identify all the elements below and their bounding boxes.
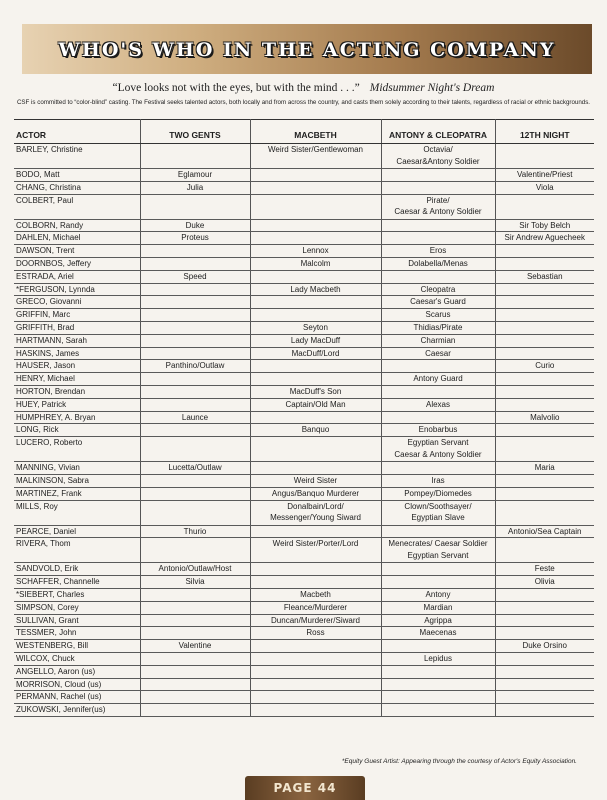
role-cell	[140, 704, 250, 717]
column-header: ANTONY & CLEOPATRA	[381, 120, 495, 144]
role-cell	[381, 538, 495, 563]
role-cell	[495, 144, 594, 169]
actor-cell: DAHLEN, Michael	[14, 232, 140, 245]
actor-cell: BARLEY, Christine	[14, 144, 140, 169]
table-row	[14, 691, 594, 704]
role-cell	[381, 219, 495, 232]
role-cell	[140, 334, 250, 347]
role-cell	[381, 232, 495, 245]
role-line: Octavia/	[423, 145, 453, 154]
role-cell: Eros	[381, 245, 495, 258]
actor-cell: HUMPHREY, A. Bryan	[14, 411, 140, 424]
actor-cell: HASKINS, James	[14, 347, 140, 360]
role-cell	[140, 296, 250, 309]
actor-cell: SIMPSON, Corey	[14, 601, 140, 614]
role-line: Egyptian Servant	[407, 551, 469, 561]
role-cell	[250, 678, 381, 691]
role-cell: Lady Macbeth	[250, 283, 381, 296]
page-number: PAGE 44	[273, 781, 337, 795]
actor-cell: MALKINSON, Sabra	[14, 474, 140, 487]
role-cell	[140, 652, 250, 665]
footnote: *Equity Guest Artist: Appearing through the courtesy of Actor's Equity Association.	[341, 758, 577, 765]
table-row	[14, 704, 594, 717]
actor-cell: LUCERO, Roberto	[14, 437, 140, 462]
role-cell	[495, 194, 594, 219]
role-cell	[495, 424, 594, 437]
role-cell	[381, 385, 495, 398]
role-cell	[381, 169, 495, 182]
role-cell: Iras	[381, 474, 495, 487]
role-cell	[250, 296, 381, 309]
table-row	[14, 437, 594, 462]
table-row	[14, 601, 594, 614]
role-cell	[140, 347, 250, 360]
actor-cell: ANGELLO, Aaron (us)	[14, 665, 140, 678]
role-cell	[140, 474, 250, 487]
table-row	[14, 652, 594, 665]
role-cell	[140, 398, 250, 411]
role-cell: Sebastian	[495, 270, 594, 283]
actor-cell: DOORNBOS, Jeffery	[14, 257, 140, 270]
role-cell	[140, 500, 250, 525]
role-cell	[495, 347, 594, 360]
role-cell: Enobarbus	[381, 424, 495, 437]
quote	[0, 82, 607, 94]
table-row	[14, 270, 594, 283]
role-cell	[250, 525, 381, 538]
role-cell	[381, 665, 495, 678]
role-cell	[140, 487, 250, 500]
role-cell	[495, 309, 594, 322]
role-cell	[250, 691, 381, 704]
actor-cell: ZUKOWSKI, Jennifer(us)	[14, 704, 140, 717]
role-cell: Agrippa	[381, 614, 495, 627]
role-cell: Lucetta/Outlaw	[140, 462, 250, 475]
table-row	[14, 665, 594, 678]
role-cell	[381, 576, 495, 589]
role-cell	[140, 665, 250, 678]
role-cell: Malvolio	[495, 411, 594, 424]
actor-cell: RIVERA, Thom	[14, 538, 140, 563]
table-row	[14, 283, 594, 296]
actor-cell: TESSMER, John	[14, 627, 140, 640]
actor-cell: MANNING, Vivian	[14, 462, 140, 475]
role-cell: Eglamour	[140, 169, 250, 182]
page-title: WHO'S WHO IN THE ACTING COMPANY	[58, 39, 556, 61]
role-cell: Lennox	[250, 245, 381, 258]
role-cell	[495, 296, 594, 309]
role-cell	[381, 500, 495, 525]
role-cell: Valentine	[140, 640, 250, 653]
role-cell	[140, 678, 250, 691]
table-row	[14, 487, 594, 500]
role-cell	[495, 487, 594, 500]
role-cell	[250, 500, 381, 525]
role-line: Caesar & Antony Soldier	[394, 449, 482, 459]
role-cell: Lepidus	[381, 652, 495, 665]
role-cell	[140, 614, 250, 627]
role-cell	[250, 169, 381, 182]
role-cell	[140, 144, 250, 169]
actor-cell: HENRY, Michael	[14, 373, 140, 386]
role-cell	[140, 321, 250, 334]
role-line: Caesar & Antony Soldier	[394, 207, 482, 217]
role-cell: MacDuff/Lord	[250, 347, 381, 360]
role-cell: Cleopatra	[381, 283, 495, 296]
role-cell: Fleance/Murderer	[250, 601, 381, 614]
table-row	[14, 309, 594, 322]
role-cell	[140, 601, 250, 614]
role-cell: Julia	[140, 181, 250, 194]
role-cell	[140, 588, 250, 601]
role-cell	[495, 398, 594, 411]
role-cell: Weird Sister/Gentlewoman	[250, 144, 381, 169]
actor-cell: HAUSER, Jason	[14, 360, 140, 373]
column-header: MACBETH	[250, 120, 381, 144]
role-cell	[250, 360, 381, 373]
table-row	[14, 169, 594, 182]
actor-cell: MORRISON, Cloud (us)	[14, 678, 140, 691]
role-cell: Antonio/Sea Captain	[495, 525, 594, 538]
role-cell: Weird Sister/Porter/Lord	[250, 538, 381, 563]
role-cell	[495, 538, 594, 563]
role-cell	[495, 704, 594, 717]
table-row	[14, 181, 594, 194]
role-cell: Pompey/Diomedes	[381, 487, 495, 500]
actor-cell: *SIEBERT, Charles	[14, 588, 140, 601]
role-cell	[140, 373, 250, 386]
table-row	[14, 245, 594, 258]
role-line: Menecrates/ Caesar Soldier	[388, 539, 488, 549]
table-row	[14, 576, 594, 589]
table-row	[14, 232, 594, 245]
role-cell	[250, 704, 381, 717]
quote-source: Midsummer Night's Dream	[369, 82, 495, 94]
table-row	[14, 347, 594, 360]
role-cell	[495, 627, 594, 640]
role-cell: Viola	[495, 181, 594, 194]
role-cell: Scarus	[381, 309, 495, 322]
role-cell	[250, 652, 381, 665]
table-row	[14, 321, 594, 334]
role-cell	[381, 462, 495, 475]
role-cell: Lady MacDuff	[250, 334, 381, 347]
actor-cell: ESTRADA, Ariel	[14, 270, 140, 283]
role-cell: Mardian	[381, 601, 495, 614]
role-line: Caesar&Antony Soldier	[396, 156, 480, 166]
role-cell: Weird Sister	[250, 474, 381, 487]
role-cell	[495, 691, 594, 704]
role-cell: Malcolm	[250, 257, 381, 270]
role-cell: Duncan/Murderer/Siward	[250, 614, 381, 627]
role-cell: Antonio/Outlaw/Host	[140, 563, 250, 576]
role-cell	[140, 437, 250, 462]
table-row	[14, 525, 594, 538]
actor-cell: DAWSON, Trent	[14, 245, 140, 258]
role-cell	[381, 678, 495, 691]
actor-cell: SANDVOLD, Erik	[14, 563, 140, 576]
role-cell: Ross	[250, 627, 381, 640]
role-cell	[381, 270, 495, 283]
role-cell	[250, 309, 381, 322]
role-cell	[381, 525, 495, 538]
table-row	[14, 360, 594, 373]
role-cell	[140, 194, 250, 219]
role-line: Pirate/	[426, 195, 450, 205]
table-row	[14, 334, 594, 347]
table-row	[14, 588, 594, 601]
table-row	[14, 373, 594, 386]
role-cell	[495, 474, 594, 487]
role-cell	[140, 257, 250, 270]
role-cell	[495, 588, 594, 601]
actor-cell: COLBORN, Randy	[14, 219, 140, 232]
actor-cell: BODO, Matt	[14, 169, 140, 182]
role-cell	[495, 500, 594, 525]
role-line: Clown/Soothsayer/	[404, 501, 472, 511]
role-cell	[140, 627, 250, 640]
role-cell	[495, 665, 594, 678]
role-cell	[140, 424, 250, 437]
table-row	[14, 627, 594, 640]
page-number-tab	[245, 776, 365, 800]
role-cell: Sir Toby Belch	[495, 219, 594, 232]
actor-cell: SULLIVAN, Grant	[14, 614, 140, 627]
role-cell: Silvia	[140, 576, 250, 589]
actor-cell: SCHAFFER, Channelle	[14, 576, 140, 589]
role-cell: Launce	[140, 411, 250, 424]
table-row	[14, 411, 594, 424]
role-cell	[381, 360, 495, 373]
role-cell	[495, 245, 594, 258]
role-cell	[250, 219, 381, 232]
role-cell: Curio	[495, 360, 594, 373]
role-cell: Maecenas	[381, 627, 495, 640]
role-cell	[495, 283, 594, 296]
casting-note: CSF is committed to “color-blind” casting. The Festival seeks talented actors, both locally and from across the country, and casts them solely according to their talents, regardless of racial or ethnic backgrounds.	[16, 99, 591, 106]
table-row	[14, 474, 594, 487]
actor-cell: LONG, Rick	[14, 424, 140, 437]
role-cell	[140, 283, 250, 296]
role-cell: Angus/Banquo Murderer	[250, 487, 381, 500]
cast-table-body	[14, 144, 594, 717]
table-row	[14, 144, 594, 169]
role-cell	[250, 462, 381, 475]
role-cell	[495, 385, 594, 398]
role-cell: Seyton	[250, 321, 381, 334]
actor-cell: GRIFFITH, Brad	[14, 321, 140, 334]
role-cell: MacDuff's Son	[250, 385, 381, 398]
table-row	[14, 538, 594, 563]
role-cell	[495, 437, 594, 462]
table-row	[14, 257, 594, 270]
role-cell: Captain/Old Man	[250, 398, 381, 411]
role-cell	[250, 665, 381, 678]
role-cell: Alexas	[381, 398, 495, 411]
table-row	[14, 219, 594, 232]
title-banner	[22, 24, 592, 74]
actor-cell: GRIFFIN, Marc	[14, 309, 140, 322]
table-row	[14, 563, 594, 576]
cast-table	[14, 119, 594, 717]
role-line: Donalbain/Lord/	[287, 501, 344, 511]
role-cell: Sir Andrew Aguecheek	[495, 232, 594, 245]
role-cell: Speed	[140, 270, 250, 283]
role-cell	[250, 640, 381, 653]
actor-cell: *FERGUSON, Lynnda	[14, 283, 140, 296]
role-cell	[140, 385, 250, 398]
table-row	[14, 500, 594, 525]
actor-cell: GRECO, Giovanni	[14, 296, 140, 309]
role-cell	[495, 652, 594, 665]
role-cell	[250, 181, 381, 194]
column-header: ACTOR	[14, 120, 140, 144]
role-cell	[381, 411, 495, 424]
role-cell	[495, 614, 594, 627]
column-header: TWO GENTS	[140, 120, 250, 144]
role-cell	[250, 437, 381, 462]
table-row	[14, 640, 594, 653]
role-cell	[140, 309, 250, 322]
role-cell: Dolabella/Menas	[381, 257, 495, 270]
table-row	[14, 385, 594, 398]
role-cell	[381, 194, 495, 219]
actor-cell: HORTON, Brendan	[14, 385, 140, 398]
role-cell: Duke Orsino	[495, 640, 594, 653]
role-cell	[250, 373, 381, 386]
role-cell	[495, 334, 594, 347]
actor-cell: MILLS, Roy	[14, 500, 140, 525]
actor-cell: WESTENBERG, Bill	[14, 640, 140, 653]
role-cell	[250, 232, 381, 245]
role-cell	[381, 437, 495, 462]
role-line: Egyptian Slave	[411, 513, 465, 523]
role-cell: Valentine/Priest	[495, 169, 594, 182]
role-cell: Charmian	[381, 334, 495, 347]
role-cell: Olivia	[495, 576, 594, 589]
role-cell	[495, 321, 594, 334]
role-cell: Antony Guard	[381, 373, 495, 386]
actor-cell: WILCOX, Chuck	[14, 652, 140, 665]
role-cell	[381, 181, 495, 194]
role-cell: Caesar's Guard	[381, 296, 495, 309]
role-line: Egyptian Servant	[407, 438, 469, 448]
role-cell: Thidias/Pirate	[381, 321, 495, 334]
role-cell: Caesar	[381, 347, 495, 360]
actor-cell: MARTINEZ, Frank	[14, 487, 140, 500]
quote-text: “Love looks not with the eyes, but with the mind . . .”	[112, 82, 360, 94]
role-cell	[381, 563, 495, 576]
actor-cell: CHANG, Christina	[14, 181, 140, 194]
role-cell	[250, 563, 381, 576]
role-cell: Proteus	[140, 232, 250, 245]
role-cell: Maria	[495, 462, 594, 475]
actor-cell: PERMANN, Rachel (us)	[14, 691, 140, 704]
actor-cell: PEARCE, Daniel	[14, 525, 140, 538]
role-cell	[140, 245, 250, 258]
table-row	[14, 424, 594, 437]
actor-cell: HARTMANN, Sarah	[14, 334, 140, 347]
role-cell	[140, 691, 250, 704]
role-cell	[140, 538, 250, 563]
role-cell	[250, 194, 381, 219]
role-cell: Duke	[140, 219, 250, 232]
table-row	[14, 194, 594, 219]
table-row	[14, 398, 594, 411]
role-cell: Antony	[381, 588, 495, 601]
table-row	[14, 678, 594, 691]
role-cell	[381, 704, 495, 717]
role-cell	[250, 411, 381, 424]
role-cell	[381, 144, 495, 169]
role-cell: Banquo	[250, 424, 381, 437]
role-line: Messenger/Young Siward	[270, 513, 361, 523]
table-row	[14, 614, 594, 627]
column-header: 12TH NIGHT	[495, 120, 594, 144]
role-cell	[381, 640, 495, 653]
table-row	[14, 296, 594, 309]
header-row	[14, 120, 594, 144]
role-cell	[495, 257, 594, 270]
actor-cell: COLBERT, Paul	[14, 194, 140, 219]
role-cell: Macbeth	[250, 588, 381, 601]
role-cell	[495, 601, 594, 614]
table-row	[14, 462, 594, 475]
role-cell	[495, 373, 594, 386]
role-cell: Thurio	[140, 525, 250, 538]
role-cell	[250, 270, 381, 283]
role-cell	[495, 678, 594, 691]
role-cell: Feste	[495, 563, 594, 576]
role-cell	[250, 576, 381, 589]
role-cell: Panthino/Outlaw	[140, 360, 250, 373]
role-cell	[381, 691, 495, 704]
actor-cell: HUEY, Patrick	[14, 398, 140, 411]
